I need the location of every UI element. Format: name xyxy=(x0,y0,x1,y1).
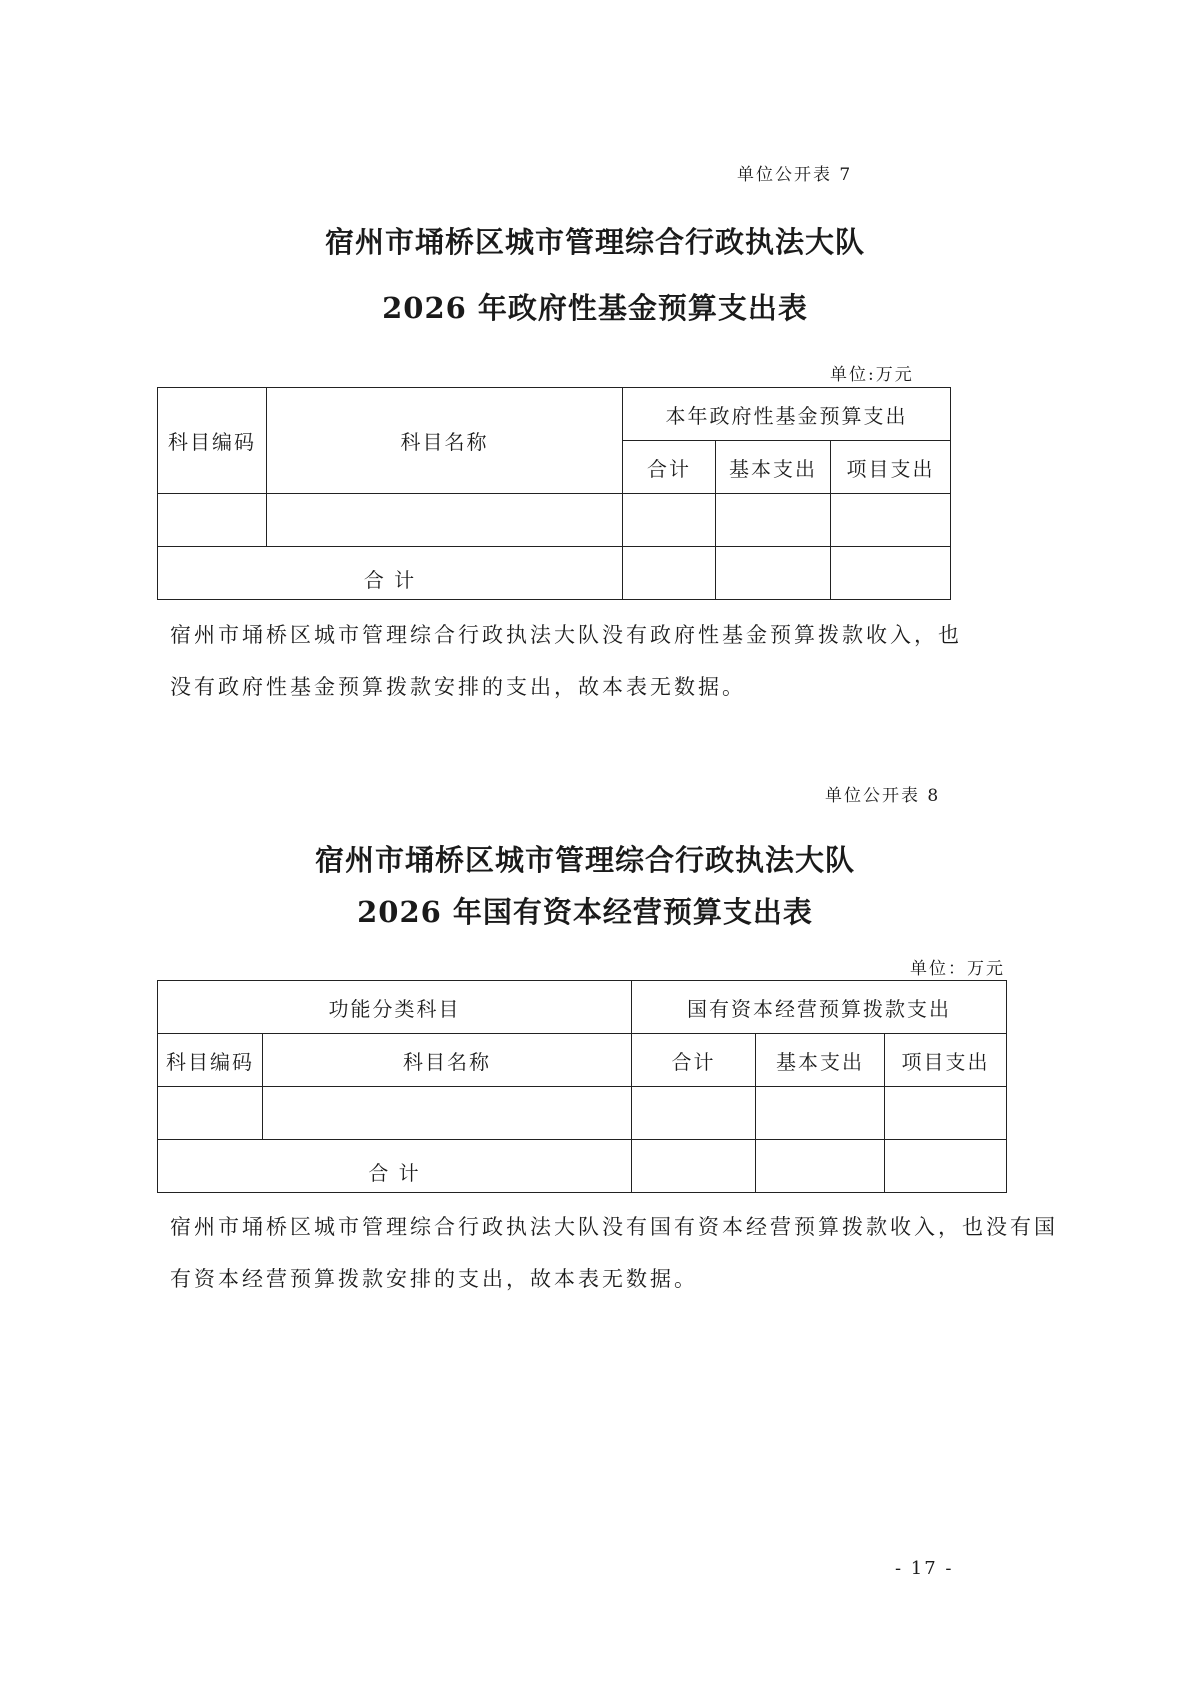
gov-fund-table xyxy=(157,387,951,600)
sum-label: 合 计 xyxy=(158,1140,632,1193)
state-capital-table xyxy=(157,980,1007,1193)
cell-total xyxy=(623,494,716,547)
sum-project xyxy=(885,1140,1007,1193)
section2-unit: 单位：万元 xyxy=(910,959,1005,979)
table-row xyxy=(158,1087,1007,1140)
sum-basic xyxy=(716,547,831,600)
header-total: 合计 xyxy=(623,441,716,494)
header-total: 合计 xyxy=(632,1034,756,1087)
cell-basic xyxy=(716,494,831,547)
cell-name xyxy=(267,494,623,547)
header-code: 科目编码 xyxy=(158,388,267,494)
sum-total xyxy=(623,547,716,600)
header-code: 科目编码 xyxy=(158,1034,263,1087)
sum-total xyxy=(632,1140,756,1193)
header-name: 科目名称 xyxy=(263,1034,632,1087)
cell-code xyxy=(158,1087,263,1140)
cell-total xyxy=(632,1087,756,1140)
table-label-7: 单位公开表 7 xyxy=(737,165,853,185)
header-basic: 基本支出 xyxy=(756,1034,885,1087)
cell-project xyxy=(885,1087,1007,1140)
sum-row xyxy=(158,1140,1007,1193)
section1-unit: 单位:万元 xyxy=(830,365,914,385)
header-group: 国有资本经营预算拨款支出 xyxy=(632,981,1007,1034)
section1-note-line1: 宿州市埇桥区城市管理综合行政执法大队没有政府性基金预算拨款收入，也 xyxy=(170,623,962,647)
sum-row xyxy=(158,547,951,600)
section1-title-line1: 宿州市埇桥区城市管理综合行政执法大队 xyxy=(324,225,865,259)
section2-note-line1: 宿州市埇桥区城市管理综合行政执法大队没有国有资本经营预算拨款收入，也没有国 xyxy=(170,1215,1058,1239)
header-project: 项目支出 xyxy=(885,1034,1007,1087)
section1-title-line2: 2026 年政府性基金预算支出表 xyxy=(382,291,808,325)
header-func: 功能分类科目 xyxy=(158,981,632,1034)
header-name: 科目名称 xyxy=(267,388,623,494)
sum-label: 合 计 xyxy=(158,547,623,600)
header-project: 项目支出 xyxy=(831,441,951,494)
sum-project xyxy=(831,547,951,600)
cell-name xyxy=(263,1087,632,1140)
table-label-8: 单位公开表 8 xyxy=(825,786,941,806)
table-row xyxy=(158,494,951,547)
header-basic: 基本支出 xyxy=(716,441,831,494)
section2-note-line2: 有资本经营预算拨款安排的支出，故本表无数据。 xyxy=(170,1267,698,1291)
section1-note-line2: 没有政府性基金预算拨款安排的支出，故本表无数据。 xyxy=(170,675,746,699)
section2-title-line2: 2026 年国有资本经营预算支出表 xyxy=(357,895,813,929)
section2-title-line1: 宿州市埇桥区城市管理综合行政执法大队 xyxy=(314,843,855,877)
cell-basic xyxy=(756,1087,885,1140)
sum-basic xyxy=(756,1140,885,1193)
page-number: - 17 - xyxy=(895,1558,954,1579)
cell-code xyxy=(158,494,267,547)
cell-project xyxy=(831,494,951,547)
header-group: 本年政府性基金预算支出 xyxy=(623,388,951,441)
